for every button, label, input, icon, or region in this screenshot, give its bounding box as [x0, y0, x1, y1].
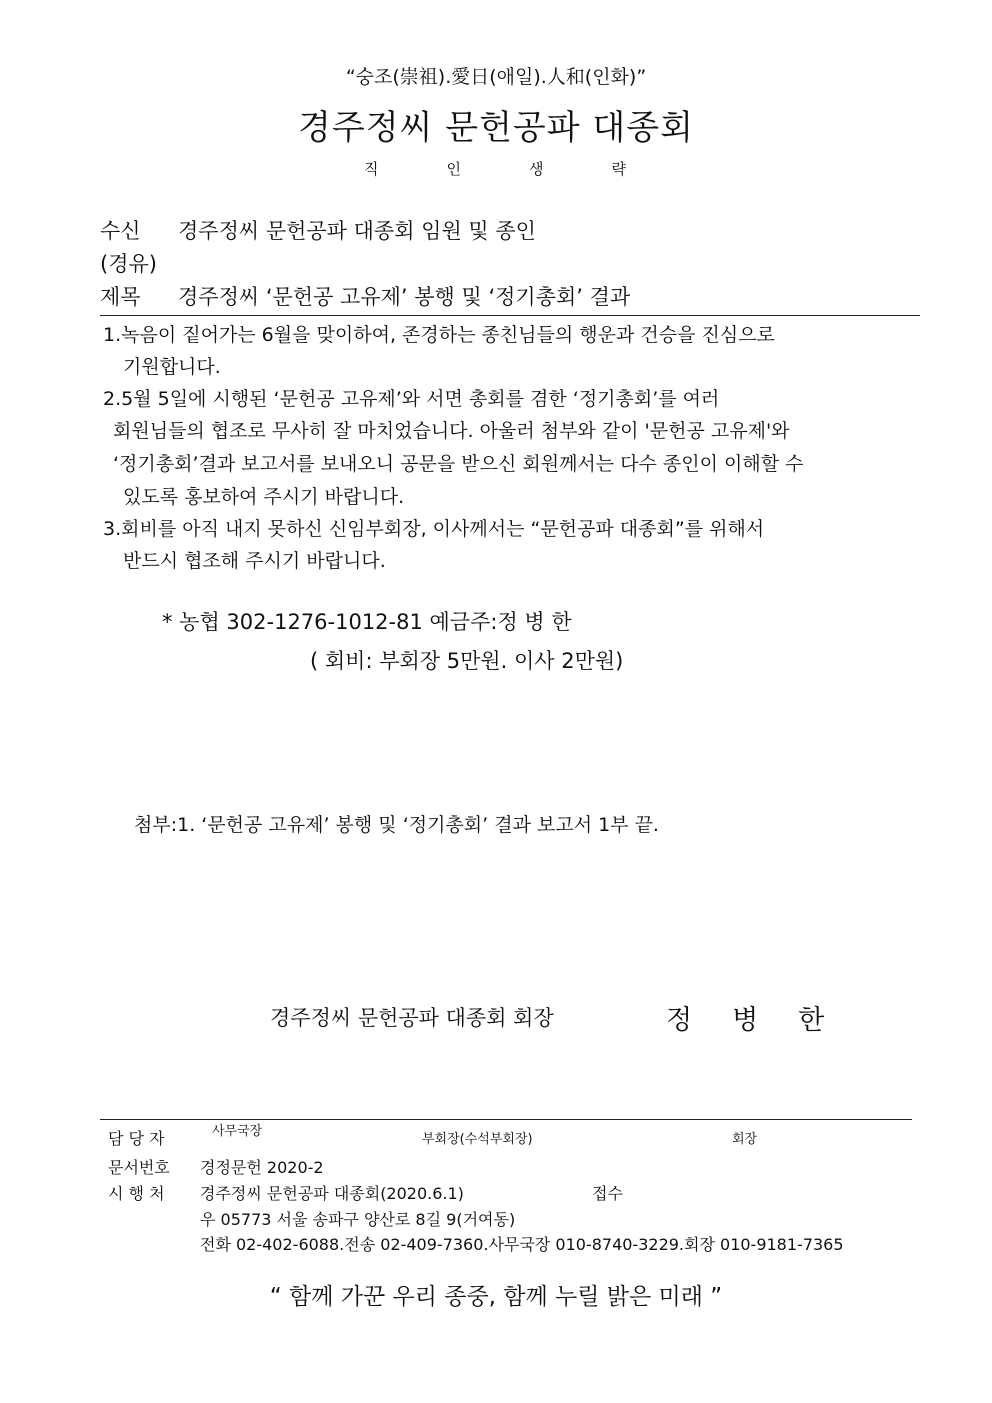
subject-divider: [100, 315, 920, 316]
contact-info: 전화 02-402-6088.전송 02-409-7360.사무국장 010-8740-3229.회장 010-9181-7365: [200, 1235, 844, 1254]
issuer-label: 시 행 처: [108, 1184, 165, 1203]
org-title: 경주정씨 문헌공파 대종회: [298, 108, 694, 148]
body-line: 있도록 홍보하여 주시기 바랍니다.: [123, 486, 405, 508]
body-line: 회원님들의 협조로 무사히 잘 마치었습니다. 아울러 첨부와 같이 '문헌공 고유제'와: [113, 420, 790, 442]
recipient-label: 수신: [100, 219, 141, 243]
via-line: (경유): [100, 252, 157, 276]
president-role: 회장: [732, 1132, 758, 1147]
bank-account: * 농협 302-1276-1012-81 예금주:정 병 한: [162, 610, 572, 634]
issuer-line: [108, 1181, 464, 1204]
name-char: 병: [732, 1005, 759, 1036]
seal-char: 략: [611, 160, 628, 178]
seal-omitted-note: [0, 158, 992, 179]
issuer: 경주정씨 문헌공파 대종회(2020.6.1): [200, 1184, 464, 1203]
manager-role: 사무국장: [212, 1124, 263, 1139]
name-char: 정: [666, 1005, 693, 1036]
seal-char: 직: [364, 160, 381, 178]
vice-role: 부회장(수석부회장): [422, 1132, 533, 1147]
body-line: 2.5월 5일에 시행된 ‘문헌공 고유제’와 서면 총회를 겸한 ‘정기총회’를 여러: [103, 388, 720, 410]
recipient-line: [100, 215, 536, 245]
subject-label: 제목: [100, 285, 141, 309]
name-char: 한: [798, 1005, 825, 1036]
seal-char: 인: [446, 160, 463, 178]
bottom-motto: “ 함께 가꾼 우리 종중, 함께 누릴 밝은 미래 ”: [269, 1284, 723, 1310]
manager-label: 담 당 자: [108, 1129, 165, 1148]
subject-line: [100, 281, 630, 311]
address: 우 05773 서울 송파구 양산로 8길 9(거여동): [200, 1210, 516, 1229]
doc-number: 경정문헌 2020-2: [200, 1158, 324, 1177]
body-line: 기원합니다.: [123, 356, 221, 378]
receipt-label: 접수: [592, 1184, 623, 1203]
doc-number-line: [108, 1155, 324, 1178]
recipient-value: 경주정씨 문헌공파 대종회 임원 및 종인: [178, 219, 536, 243]
body-line: 반드시 협조해 주시기 바랍니다.: [123, 550, 386, 572]
attachment-note: 첨부:1. ‘문헌공 고유제’ 봉행 및 ‘정기총회’ 결과 보고서 1부 끝.: [134, 814, 659, 836]
seal-char: 생: [529, 160, 546, 178]
membership-fee: ( 회비: 부회장 5만원. 이사 2만원): [310, 649, 624, 673]
header-motto: “숭조(崇祖).愛日(애일).人和(인화)”: [345, 66, 647, 88]
body-line: 3.회비를 아직 내지 못하신 신임부회장, 이사께서는 “문헌공파 대종회”를 위해서: [103, 518, 765, 540]
body-line: 1.녹음이 짙어가는 6월을 맞이하여, 존경하는 종친님들의 행운과 건승을 진심으로: [103, 324, 775, 346]
doc-number-label: 문서번호: [108, 1158, 170, 1177]
signature-title: 경주정씨 문헌공파 대종회 회장: [270, 1006, 554, 1030]
subject-value: 경주정씨 ‘문헌공 고유제’ 봉행 및 ‘정기총회’ 결과: [178, 285, 631, 309]
signature-name: [666, 998, 864, 1037]
body-line: ‘정기총회’결과 보고서를 보내오니 공문을 받으신 회원께서는 다수 종인이 이해할 수: [113, 453, 804, 475]
